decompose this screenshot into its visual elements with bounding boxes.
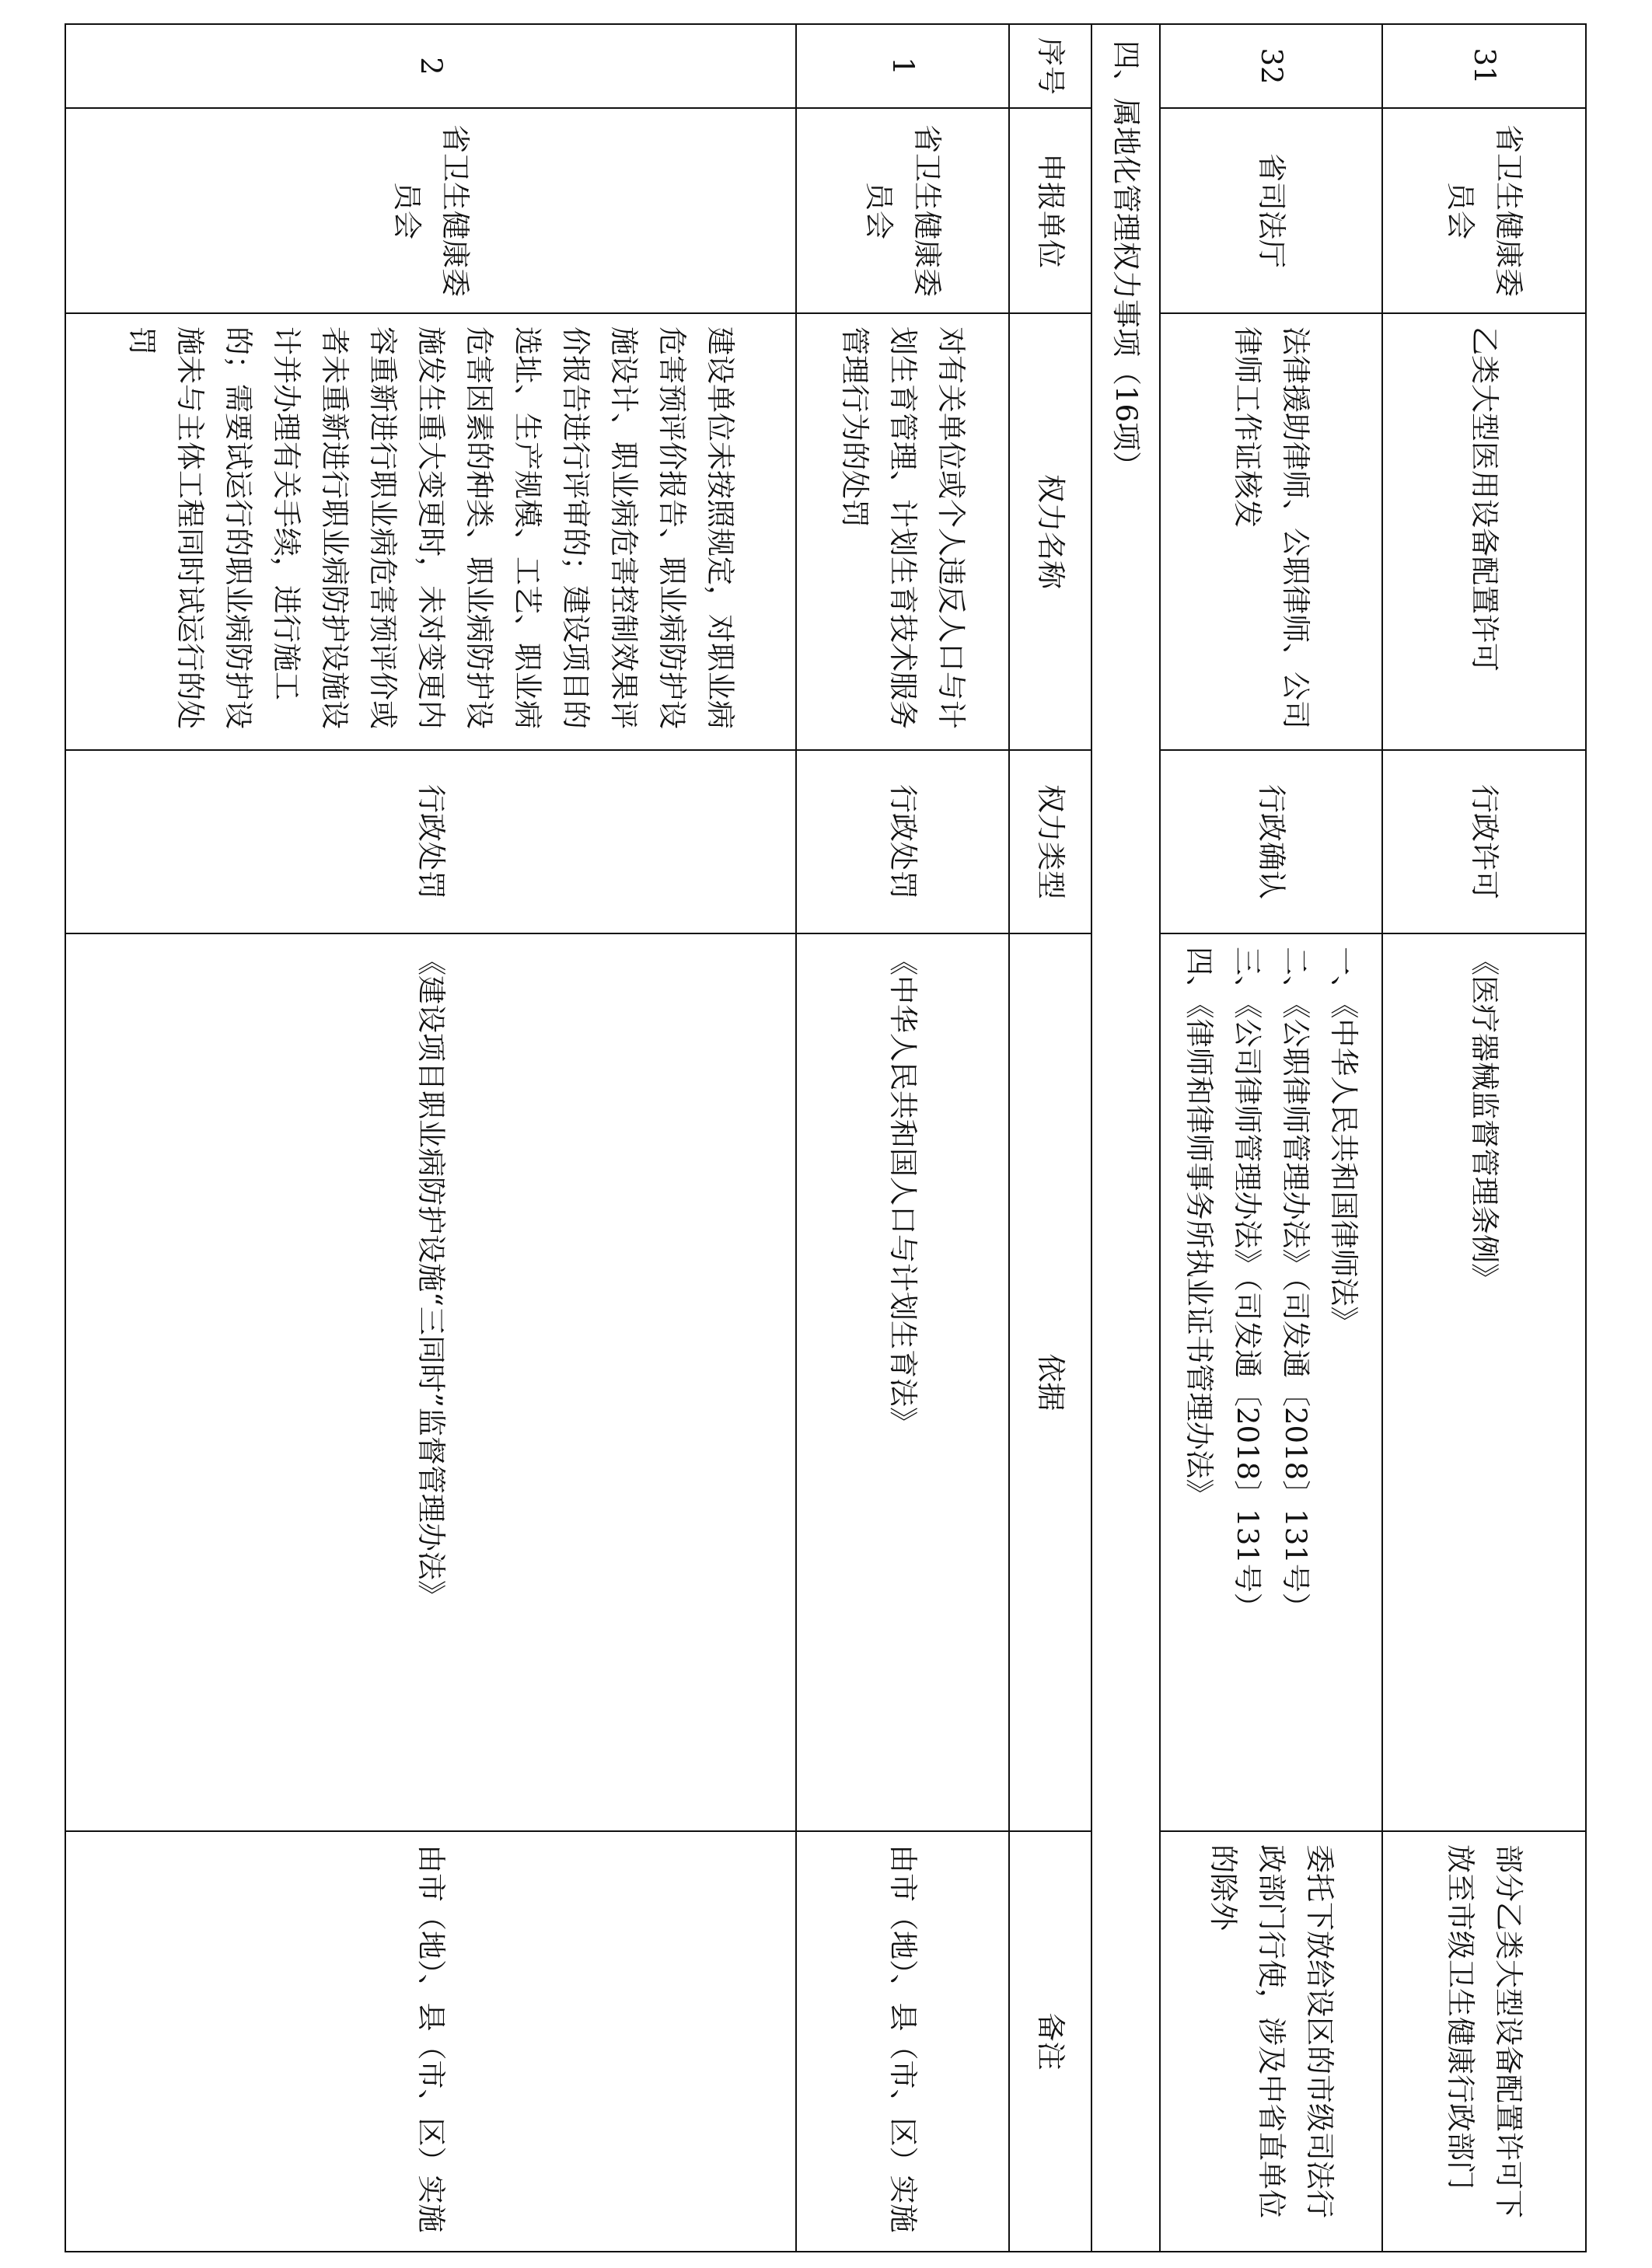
- power-name: 法律援助律师、公职律师、公司律师工作证核发: [1160, 313, 1382, 750]
- legal-basis: 《建设项目职业病防护设施“三同时”监督管理办法》: [65, 933, 796, 1831]
- power-type: 行政处罚: [796, 750, 1009, 933]
- basis-line: 四、《律师和律师事务所执业证书管理办法》: [1182, 947, 1216, 1508]
- header-no: 序号: [1009, 24, 1091, 108]
- header-type: 权力类型: [1009, 750, 1091, 933]
- basis-line: 三、《公司律师管理办法》（司发通〔2018〕131号）: [1231, 947, 1264, 1621]
- legal-basis: 《中华人民共和国人口与计划生育法》: [796, 933, 1009, 1831]
- header-note: 备注: [1009, 1831, 1091, 2252]
- power-type: 行政处罚: [65, 750, 796, 933]
- power-type: 行政确认: [1160, 750, 1382, 933]
- applicant-unit: 省卫生健康委员会: [796, 108, 1009, 313]
- applicant-unit: 省司法厅: [1160, 108, 1382, 313]
- remark: 由市（地）、县（市、区）实施: [796, 1831, 1009, 2252]
- power-name: 乙类大型医用设备配置许可: [1382, 313, 1586, 750]
- row-number: 31: [1382, 24, 1586, 108]
- power-type: 行政许可: [1382, 750, 1586, 933]
- header-row: [1009, 24, 1091, 2252]
- header-basis: 依据: [1009, 933, 1091, 1831]
- header-name: 权力名称: [1009, 313, 1091, 750]
- power-name: 对有关单位或个人违反人口与计划生育管理、计划生育技术服务管理行为的处罚: [796, 313, 1009, 750]
- basis-line: 一、《中华人民共和国律师法》: [1327, 947, 1360, 1335]
- applicant-unit: 省卫生健康委员会: [65, 108, 796, 313]
- row-number: 2: [65, 24, 796, 108]
- table-row: [65, 24, 796, 2252]
- table-row: [796, 24, 1009, 2252]
- row-number: 32: [1160, 24, 1382, 108]
- legal-basis: [1160, 933, 1382, 1831]
- remark: 委托下放给设区的市级司法行政部门行使，涉及中省直单位的除外: [1160, 1831, 1382, 2252]
- basis-line: 《医疗器械监督管理条例》: [1468, 947, 1501, 1292]
- applicant-unit: 省卫生健康委员会: [1382, 108, 1586, 313]
- power-name: 建设单位未按照规定，对职业病危害预评价报告、职业病防护设施设计、职业病危害控制效果评价报告进行评审的；建设项目的选址、生产规模、工艺、职业病危害因素的种类、职业病防护设施发生重大变更时，未对变更内容重新进行职业病危害预评价或者未重新进行职业病防护设施设计并办理有关手续，进行施工的；需要试运行的职业病防护设施未与主体工程同时试运行的处罚: [65, 313, 796, 750]
- section-row: [1091, 24, 1160, 2252]
- power-items-table: [65, 23, 1587, 2252]
- table-row: [1160, 24, 1382, 2252]
- basis-line: 二、《公职律师管理办法》（司发通〔2018〕131号）: [1279, 947, 1312, 1621]
- remark: 部分乙类大型设备配置许可下放至市级卫生健康行政部门: [1382, 1831, 1586, 2252]
- table-row: [1382, 24, 1586, 2252]
- header-unit: 申报单位: [1009, 108, 1091, 313]
- row-number: 1: [796, 24, 1009, 108]
- section-title: 四、属地化管理权力事项（16项）: [1091, 24, 1160, 2252]
- remark: 由市（地）、县（市、区）实施: [65, 1831, 796, 2252]
- legal-basis: [1382, 933, 1586, 1831]
